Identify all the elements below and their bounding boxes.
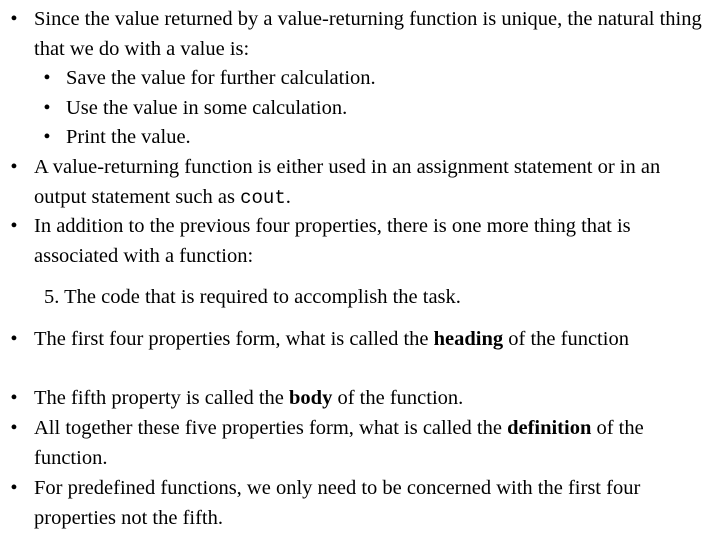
bullet-text: Since the value returned by a value-returning function is unique, the natural thing that we do with a value is: bbox=[34, 8, 702, 60]
bullet-icon: • bbox=[43, 67, 51, 89]
text-segment: All together these five properties form, what is called the bbox=[34, 417, 508, 439]
sub-item-text: Use the value in some calculation. bbox=[66, 97, 348, 119]
code-snippet: cout bbox=[240, 186, 286, 209]
bullet-item-predefined bbox=[6, 474, 716, 533]
text-segment: of the function. bbox=[34, 417, 644, 469]
bullet-item-body bbox=[6, 384, 716, 414]
bullet-icon: • bbox=[10, 387, 18, 409]
numbered-item-code: 5. The code that is required to accomplish the task. bbox=[44, 286, 461, 308]
sub-item-print bbox=[39, 123, 699, 153]
bullet-icon: • bbox=[10, 215, 18, 237]
sub-item-text: Print the value. bbox=[66, 126, 191, 148]
bullet-icon: • bbox=[10, 328, 18, 350]
bullet-text bbox=[34, 153, 716, 213]
bullet-icon: • bbox=[43, 97, 51, 119]
sub-item-save bbox=[39, 64, 699, 94]
bold-term: definition bbox=[507, 417, 592, 439]
bold-term: heading bbox=[433, 328, 504, 350]
bullet-text: In addition to the previous four properties, there is one more thing that is associated with a function: bbox=[34, 215, 631, 267]
bullet-text bbox=[34, 325, 716, 355]
bullet-item-heading bbox=[6, 325, 716, 355]
text-segment: of the function bbox=[503, 328, 629, 350]
bullet-text bbox=[34, 384, 716, 414]
bullet-item-used-in bbox=[6, 153, 716, 213]
bullet-icon: • bbox=[10, 477, 18, 499]
bullet-icon: • bbox=[10, 417, 18, 439]
bullet-text: For predefined functions, we only need to be concerned with the first four properties not the fifth. bbox=[34, 477, 641, 529]
bullet-icon: • bbox=[10, 8, 18, 30]
bullet-item-definition bbox=[6, 414, 716, 473]
bullet-item-one-more-thing bbox=[6, 212, 716, 271]
text-segment: A value-returning function is either used in an assignment statement or in an output statement such as bbox=[34, 156, 661, 208]
text-segment: The first four properties form, what is called the bbox=[34, 328, 434, 350]
sub-item-use bbox=[39, 94, 699, 124]
bold-term: body bbox=[289, 387, 333, 409]
bullet-item-value-unique bbox=[6, 5, 716, 64]
sub-item-text: Save the value for further calculation. bbox=[66, 67, 376, 89]
text-segment: . bbox=[285, 185, 291, 208]
text-segment: of the function. bbox=[332, 387, 464, 409]
bullet-icon: • bbox=[10, 156, 18, 178]
bullet-icon: • bbox=[43, 126, 51, 148]
bullet-text bbox=[34, 414, 716, 473]
text-segment: The fifth property is called the bbox=[34, 387, 290, 409]
